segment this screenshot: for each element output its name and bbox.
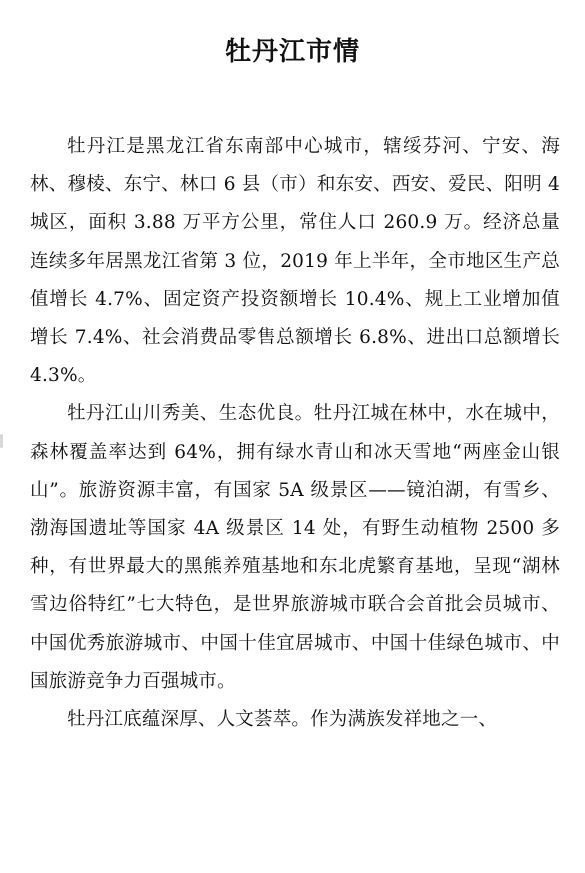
left-edge-mark [0, 434, 3, 448]
document-body [30, 128, 560, 739]
paragraph-culture: 牡丹江底蕴深厚、人文荟萃。作为满族发祥地之一、 [67, 709, 498, 731]
document-title: 牡丹江市情 [224, 37, 360, 67]
paragraph-ecology-tourism: 牡丹江山川秀美、生态优良。牡丹江城在林中，水在城中，森林覆盖率达到 64%，拥有绿水青山和冰天雪地“两座金山银山”。旅游资源丰富，有国家 5A 级景区——镜泊湖，有雪乡、渤海国遗址等国家 4A 级景区 14 处，有野生动植物 2500 多种，有世界最大的黑熊养殖基地和东北虎繁育基地，呈现“湖林雪边俗特红”七大特色，是世界旅游城市联合会首批会员城市、中国优秀旅游城市、中国十佳宜居城市、中国十佳绿色城市、中国旅游竞争力百强城市。 [30, 403, 560, 692]
paragraph-overview: 牡丹江是黑龙江省东南部中心城市，辖绥芬河、宁安、海林、穆棱、东宁、林口 6 县（市）和东安、西安、爱民、阳明 4 城区，面积 3.88 万平方公里，常住人口 260.9 万。经济总量连续多年居黑龙江省第 3 位，2019 年上半年，全市地区生产总值增长 4.7%、固定资产投资额增长 10.4%、规上工业增加值增长 7.4%、社会消费品零售总额增长 6.8%、进出口总额增长 4.3%。 [30, 136, 560, 387]
